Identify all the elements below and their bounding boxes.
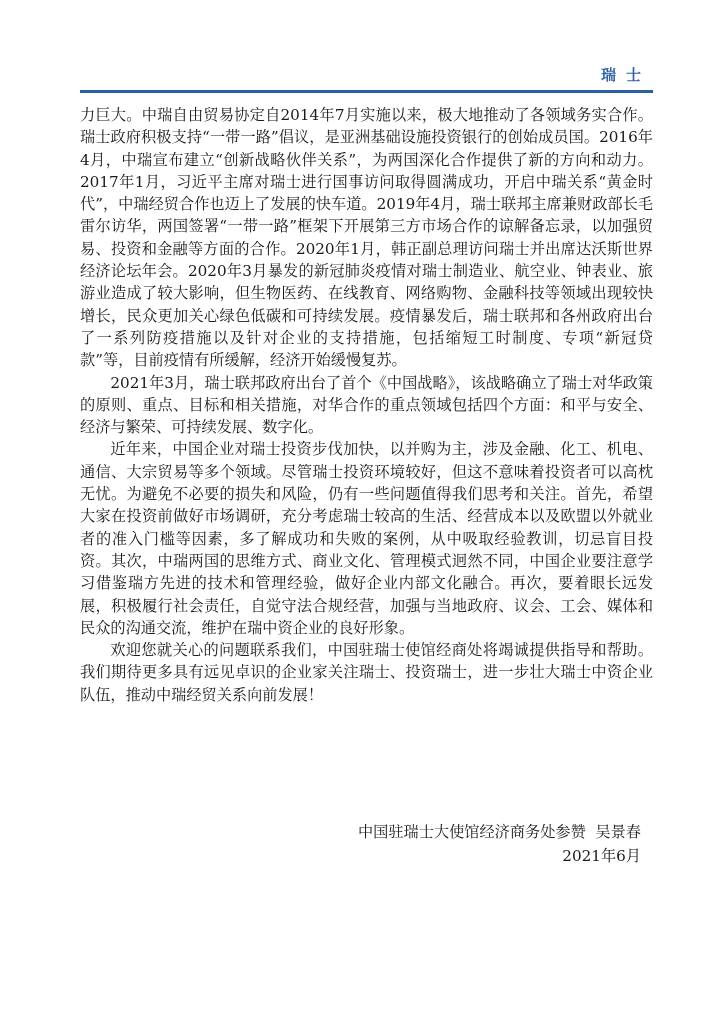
- paragraph-continued: 力巨大。中瑞自由贸易协定自2014年7月实施以来，极大地推动了各领域务实合作。瑞士政府积极支持“一带一路”倡议，是亚洲基础设施投资银行的创始成员国。2016年4月，中瑞宣布建立“创新战略伙伴关系”，为两国深化合作提供了新的方向和动力。2017年1月，习近平主席对瑞士进行国事访问取得圆满成功，开启中瑞关系“黄金时代”，中瑞经贸合作也迈上了发展的快车道。2019年4月，瑞士联邦主席兼财政部长毛雷尔访华，两国签署“一带一路”框架下开展第三方市场合作的谅解备忘录，以加强贸易、投资和金融等方面的合作。2020年1月，韩正副总理访问瑞士并出席达沃斯世界经济论坛年会。2020年3月暴发的新冠肺炎疫情对瑞士制造业、航空业、钟表业、旅游业造成了较大影响，但生物医药、在线教育、网络购物、金融科技等领域出现较快增长，民众更加关心绿色低碳和可持续发展。疫情暴发后，瑞士联邦和各州政府出台了一系列防疫措施以及针对企业的支持措施，包括缩短工时制度、专项“新冠贷款”等，目前疫情有所缓解，经济开始缓慢复苏。: [80, 106, 653, 370]
- signature-date: 2021年6月: [562, 847, 641, 865]
- signature-author: 中国驻瑞士大使馆经济商务处参赞 吴景春: [357, 823, 641, 841]
- header-divider: [80, 90, 653, 93]
- running-header-title: 瑞士: [600, 66, 651, 84]
- paragraph-china-strategy: 2021年3月，瑞士联邦政府出台了首个《中国战略》，该战略确立了瑞士对华政策的原则、重点、目标和相关措施，对华合作的重点领域包括四个方面：和平与安全、经济与繁荣、可持续发展、数字化。: [80, 373, 653, 437]
- signature-block: [358, 820, 641, 868]
- paragraph-investment-advice: 近年来，中国企业对瑞士投资步伐加快，以并购为主，涉及金融、化工、机电、通信、大宗贸易等多个领域。尽管瑞士投资环境较好，但这不意味着投资者可以高枕无忧。为避免不必要的损失和风险，仍有一些问题值得我们思考和关注。首先，希望大家在投资前做好市场调研，充分考虑瑞士较高的生活、经营成本以及欧盟以外就业者的准入门槛等因素，多了解成功和失败的案例，从中吸取经验教训，切忌盲目投资。其次，中瑞两国的思维方式、商业文化、管理模式迥然不同，中国企业要注意学习借鉴瑞方先进的技术和管理经验，做好企业内部文化融合。再次，要着眼长远发展，积极履行社会责任，自觉守法合规经营，加强与当地政府、议会、工会、媒体和民众的沟通交流，维护在瑞中资企业的良好形象。: [80, 440, 653, 637]
- paragraph-closing: 欢迎您就关心的问题联系我们，中国驻瑞士使馆经商处将竭诚提供指导和帮助。我们期待更多具有远见卓识的企业家关注瑞士、投资瑞士，进一步壮大瑞士中资企业队伍，推动中瑞经贸关系向前发展！: [80, 641, 653, 704]
- document-body: [80, 104, 653, 706]
